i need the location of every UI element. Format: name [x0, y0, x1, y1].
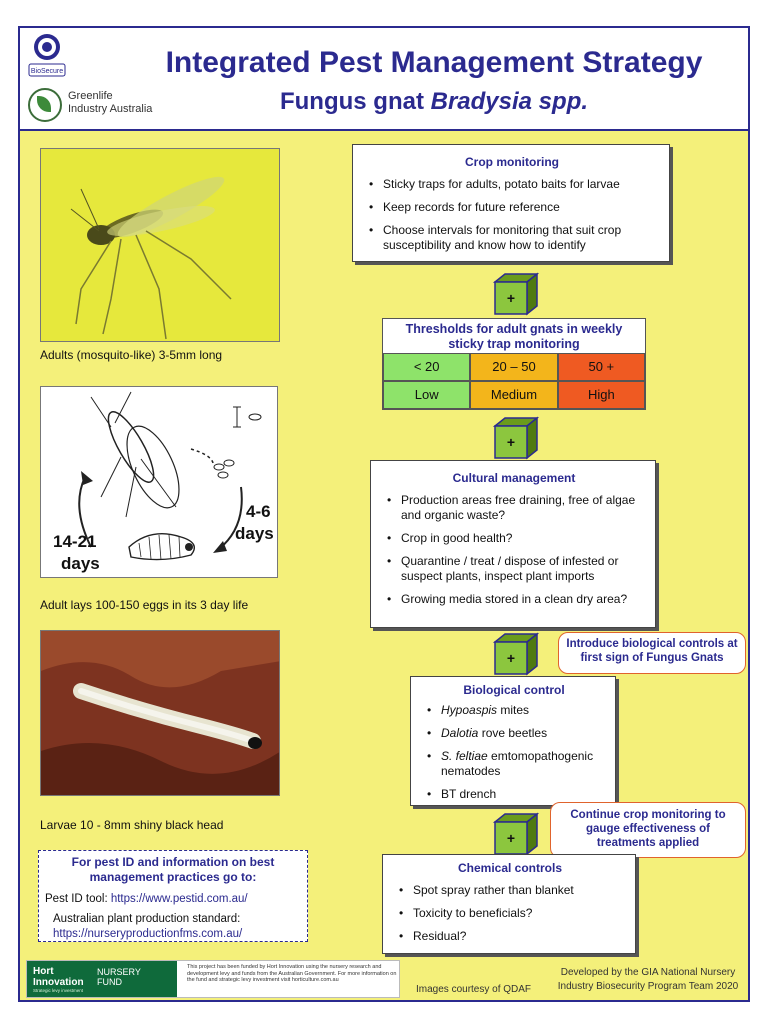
larvae-photo: [40, 630, 280, 796]
image-credit: Images courtesy of QDAF: [416, 984, 532, 995]
greenlife-name: Greenlife: [68, 90, 113, 102]
svg-text:+: +: [506, 830, 516, 846]
biological-control-box: [410, 676, 616, 806]
biosecure-logo-text: BioSecure: [30, 68, 64, 75]
larvae-caption: Larvae 10 - 8mm shiny black head: [40, 818, 224, 832]
svg-text:+: +: [506, 650, 516, 666]
list-item: • Growing media stored in a clean dry area?: [385, 592, 643, 607]
list-item: • Residual?: [397, 929, 623, 944]
standard-label: Australian plant production standard:: [53, 913, 241, 925]
crop-monitoring-title: Crop monitoring: [465, 155, 559, 169]
threshold-range-medium: 20 – 50: [470, 353, 557, 381]
list-item: • Dalotia rove beetles: [425, 726, 603, 741]
biological-control-title: Biological control: [463, 683, 565, 697]
threshold-table: [382, 318, 646, 410]
hort-innovation-logo: Hort Innovation Strategic levy investment NURSERY FUND: [27, 961, 177, 997]
list-item: • S. feltiae emtomopathogenic nematodes: [425, 749, 603, 779]
list-item: • Production areas free draining, free of algae and organic waste?: [385, 493, 643, 523]
plus-cube-icon: [493, 272, 539, 316]
list-item: • Crop in good health?: [385, 531, 643, 546]
info-box: [38, 850, 308, 942]
funding-footer: [26, 960, 400, 998]
lifecycle-right-unit: days: [235, 524, 274, 543]
adult-gnat-photo: [40, 148, 280, 342]
continue-monitoring-callout: Continue crop monitoring to gauge effectiveness of treatments applied: [550, 802, 746, 858]
list-item: • BT drench: [425, 787, 603, 802]
lifecycle-left-unit: days: [61, 554, 100, 573]
chemical-controls-title: Chemical controls: [457, 861, 563, 875]
page-subtitle: [120, 88, 748, 116]
lifecycle-diagram: [40, 386, 278, 578]
chemical-controls-box: [382, 854, 636, 954]
greenlife-org: Industry Australia: [68, 103, 153, 115]
list-item: • Toxicity to beneficials?: [397, 906, 623, 921]
lifecycle-left-days: 14-21: [53, 532, 97, 551]
threshold-level-high: High: [558, 381, 645, 409]
plus-cube-icon: [493, 416, 539, 460]
cultural-management-box: [370, 460, 656, 628]
poster-header: [20, 28, 748, 131]
threshold-title: Thresholds for adult gnats in weekly sticky trap monitoring: [405, 322, 623, 351]
list-item: • Hypoaspis mites: [425, 703, 603, 718]
plus-cube-icon: [493, 632, 539, 676]
info-title: For pest ID and information on best management practices go to:: [71, 855, 275, 884]
lifecycle-caption: Adult lays 100-150 eggs in its 3 day life: [40, 598, 249, 612]
crop-monitoring-box: [352, 144, 670, 262]
developed-by: Developed by the GIA National Nursery Industry Biosecurity Program Team 2020: [557, 967, 739, 992]
list-item: • Spot spray rather than blanket: [397, 883, 623, 898]
lifecycle-right-days: 4-6: [246, 502, 271, 521]
biosecure-logo: [28, 32, 66, 80]
pest-scientific-name: Bradysia spp.: [430, 88, 589, 115]
plus-cube-icon: [493, 812, 539, 856]
funding-statement: This project has been funded by Hort Innovation using the nursery research and development levy and funds from the Australian Government. For more information on the fund and strategic levy investment visit horticulture.com.au: [187, 964, 397, 983]
adult-caption: Adults (mosquito-like) 3-5mm long: [40, 348, 223, 362]
pest-id-label: Pest ID tool:: [45, 893, 111, 905]
pest-id-link[interactable]: https://www.pestid.com.au/: [110, 893, 248, 905]
list-item: • Quarantine / treat / dispose of infested or suspect plants, inspect plant imports: [385, 554, 643, 584]
svg-text:+: +: [506, 434, 516, 450]
page-title: Integrated Pest Management Strategy: [165, 46, 703, 79]
threshold-level-medium: Medium: [470, 381, 557, 409]
pest-common-name: Fungus gnat: [279, 88, 424, 115]
nursery-fund-logo: NURSERY FUND: [97, 967, 141, 987]
list-item: • Sticky traps for adults, potato baits for larvae: [367, 177, 657, 192]
standard-link[interactable]: https://nurseryproductionfms.com.au/: [53, 928, 243, 940]
threshold-range-high: 50 +: [558, 353, 645, 381]
threshold-level-low: Low: [383, 381, 470, 409]
threshold-range-low: < 20: [383, 353, 470, 381]
introduce-biocontrols-callout: Introduce biological controls at first sign of Fungus Gnats: [558, 632, 746, 674]
list-item: • Choose intervals for monitoring that suit crop susceptibility and know how to identify: [367, 223, 657, 253]
poster: [18, 26, 750, 1002]
svg-text:+: +: [506, 290, 516, 306]
cultural-management-title: Cultural management: [452, 471, 576, 485]
list-item: • Keep records for future reference: [367, 200, 657, 215]
